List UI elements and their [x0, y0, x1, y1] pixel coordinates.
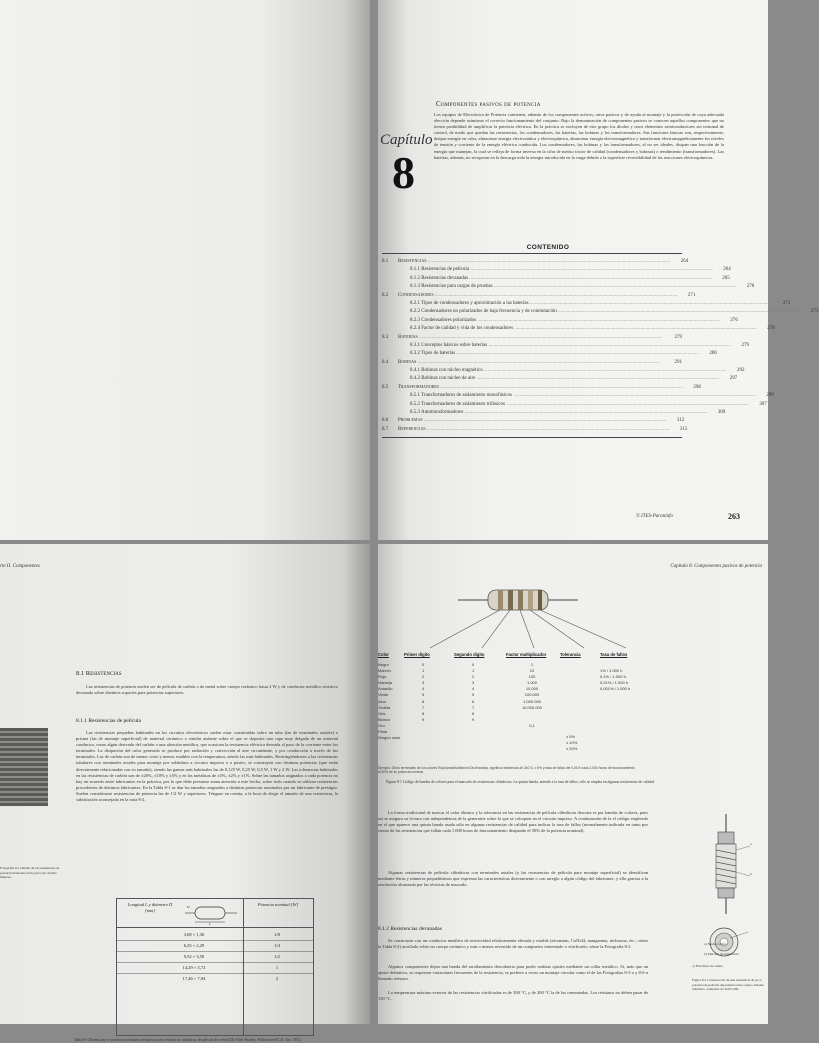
cc-first-digit: 8 — [422, 710, 425, 716]
fig2-label-a: a — [750, 842, 752, 846]
cc-second-digit: 7 — [472, 704, 475, 710]
toc-entry-title: 8.5.3 Autotransformadores ..... — [398, 409, 707, 417]
toc-row — [382, 359, 682, 367]
toc-entry-title: Referencias ..... — [398, 426, 669, 434]
toc-entry-title: 8.2.1 Tipos de condensadores y aproximación a las baterías ..... — [398, 300, 772, 308]
toc-row — [382, 401, 767, 409]
cc-header-color: Color — [378, 652, 389, 657]
toc-row — [382, 426, 688, 434]
toc-section-number: 8.4 — [382, 359, 389, 365]
cc-failure-rate: 0,001% / 1.000 h — [600, 686, 631, 692]
cc-failure-rate: 1% / 1.000 h — [600, 668, 623, 673]
cc-tolerance: ± 5% — [566, 734, 576, 739]
running-head: Capítulo 8. Componentes pasivos de potencia — [670, 564, 762, 569]
subsection-heading: 8.1.1 Resistencias de película — [76, 718, 141, 724]
resistor-construction-figure — [696, 814, 756, 972]
resistor-color-band-figure — [398, 580, 648, 652]
resistor-dimension-drawing — [183, 901, 239, 925]
photo-caption: Fotografía 8-1 Detalle de las resistencias de potencia montadas sobre placa de circuito impreso. — [0, 866, 60, 880]
table-row — [117, 973, 313, 984]
cc-second-digit: 4 — [472, 686, 475, 692]
fig2-label-b: b — [750, 872, 752, 876]
toc-row — [382, 384, 701, 392]
cc-color-name: Gris — [378, 710, 386, 716]
toc-row — [382, 375, 738, 383]
gutter-shadow — [344, 0, 370, 540]
cc-first-digit: 1 — [422, 668, 425, 674]
toc-row — [382, 308, 819, 316]
toc-page-number: 297 — [729, 376, 738, 382]
toc-section-number: 8.5 — [382, 384, 389, 390]
toc-section-number: 8.2 — [382, 292, 389, 298]
cc-tolerance-column — [566, 734, 577, 752]
publisher: © ITES-Paraninfo — [636, 514, 673, 519]
toc-page-number: 299 — [766, 393, 774, 399]
cc-header-second: Segundo dígito — [454, 652, 485, 657]
cc-multiplier: 10.000.000 — [521, 704, 543, 710]
page-number: 263 — [728, 512, 740, 521]
cc-tolerance: ± 20% — [566, 746, 578, 752]
toc-entry-title: 8.1.1 Resistencias de película ..... — [398, 266, 713, 274]
cc-tolerance: ± 10% — [566, 740, 578, 746]
table-of-contents — [382, 258, 819, 434]
cc-color-name: Naranja — [378, 680, 393, 686]
toc-section-number: 8.1 — [382, 259, 389, 264]
toc-row — [382, 300, 791, 308]
resistor-size-table — [116, 898, 314, 1036]
toc-entry-title: 8.3.1 Conceptos básicos sobre baterías ..... — [398, 342, 731, 350]
cc-second-digit: 9 — [472, 716, 475, 722]
cc-first-digit: 2 — [422, 674, 425, 680]
cc-multiplier: 1.000.000 — [523, 698, 541, 704]
toc-section-number: 8.3 — [382, 334, 389, 340]
fig2-label-coat: c) Envoltura de resina — [692, 964, 723, 968]
cc-first-digit: 7 — [422, 704, 425, 710]
toc-row — [382, 258, 689, 266]
cc-header-failure: Tasa de fallos — [600, 652, 628, 657]
toc-page-number: 278 — [767, 326, 775, 332]
toc-entry-title: 8.4.2 Bobinas con núcleo de aire ..... — [398, 375, 719, 383]
cc-first-digit: 5 — [422, 692, 425, 698]
cc-colors-column — [378, 662, 400, 741]
toc-page-number: 292 — [737, 368, 745, 374]
table-cell-power: 1 — [275, 965, 279, 970]
toc-row — [382, 325, 775, 333]
toc-entry-title: 8.5.2 Transformadores de aislamiento trifásicos ..... — [398, 401, 749, 409]
toc-row — [382, 292, 696, 300]
cc-failure-column — [600, 668, 630, 692]
toc-entry-title: Problemas ..... — [398, 417, 666, 425]
toc-page-number: 276 — [730, 317, 738, 323]
section-heading: 8.1 Resistencias — [76, 670, 122, 677]
contents-rule-bottom — [382, 437, 682, 438]
toc-entry-title: 8.2.2 Condensadores no polarizados de baja frecuencia y de conmutación ..... — [398, 308, 801, 316]
toc-page-number: 279 — [741, 342, 749, 348]
cc-color-name: Violeta — [378, 704, 391, 710]
cc-multiplier: 0,1 — [529, 722, 535, 728]
cc-first-digit: 0 — [422, 662, 425, 667]
cc-color-name: Oro — [378, 722, 385, 728]
cc-multiplier: 100.000 — [524, 692, 540, 698]
toc-page-number: 279 — [674, 334, 682, 340]
cc-color-name: Blanco — [378, 716, 391, 722]
dim-diameter-label: D — [187, 905, 190, 909]
cc-color-name: Rojo — [378, 674, 387, 680]
toc-row — [382, 409, 726, 417]
toc-page-number: 264 — [723, 267, 731, 273]
table-row — [117, 951, 313, 962]
cc-first-digit: 3 — [422, 680, 425, 686]
table-cell-size: 3,68 × 1,30 — [183, 932, 205, 937]
toc-page-number: 291 — [674, 359, 682, 365]
chapter-word: Capítulo — [380, 132, 433, 148]
table-cell-power: 2 — [275, 976, 279, 981]
toc-row — [382, 367, 745, 375]
toc-entry-title: 8.4.1 Bobinas con núcleo magnético ..... — [398, 367, 727, 375]
toc-entry-title: Condensadores ..... — [398, 292, 677, 300]
paragraph: La forma tradicional de marcar el valor óhmico y la tolerancia en las resistencias de película cilíndricas descrita es por bandas de colores, pues así se asegura su lectura con independencia de la generatriz sobre la que se coloquen en el circuito impreso. A continuación de la el código empleado en el que aparece una quinta banda usada sólo en algunas resistencias de calidad para indicar la tasa de fallos (normalmente indicada en tanto por ciento de las resistencias que fallan cada 1.000 horas de funcionamiento disipando el 50% de la potencia nominal). — [378, 810, 648, 834]
toc-row — [382, 350, 717, 358]
cc-color-name: Ningún color — [378, 735, 401, 741]
cc-first-digit: 9 — [422, 716, 425, 722]
toc-entry-title: Bobinas ..... — [398, 359, 664, 367]
chapter-intro: Los equipos de Electrónica de Potencia contienen, además de los componentes activos, otros pasivos y de ayuda al montaje y la protección de cuya adecuada elección depende asimismo el correcto funcionamiento del conjunto. Bajo la denominación de componentes pasivos se conocen aquellos componentes que no tienen posibilidad de amplificar la potencia eléctrica. En la práctica se excluyen de este grupo los diodos y otros elementos semiconductores sin terminal de control, de modo que quedan las resistencias, los condensadores, las baterías, las bobinas y los transformadores. Sus funciones básicas son, respectivamente, disipar energía en calor, almacenar energía electrostática y electroquímica, almacenar energía electromagnética y transformar electromagnéticamente los niveles de tensión y corriente de la energía eléctrica conducida. Los condensadores, las bobinas y los transformadores, al no ser ideales, disipan una fracción de la energía que manejan, la cual se refleja de forma inversa en la cifra de mérito factor de calidad (condensadores y bobinas) o rendimiento (transformadores). Las baterías, además, no recuperan en la descarga toda la energía introducida en la carga debido a la superficie reversibilidad de las reacciones electroquímicas. — [434, 112, 724, 160]
toc-row — [382, 275, 730, 283]
toc-page-number: 307 — [759, 401, 767, 407]
toc-row — [382, 417, 685, 425]
toc-entry-title: 8.2.3 Condensadores polarizados ..... — [398, 317, 720, 325]
cc-multiplier: 1 — [530, 662, 534, 667]
toc-page-number: 298 — [693, 384, 701, 390]
cc-multiplier: 1.000 — [526, 680, 537, 686]
color-code-note: Ejemplo: Otros terminales de los colores Rojo/Amarillo/Marrón/Oro/Naranja, significa resistencia de 240 Ω, ± 5% y tasa de fallos del 0,01% cada 1.000 horas de funcionamiento al 50% de su potencia nominal. — [378, 766, 635, 775]
toc-section-number: 8.6 — [382, 418, 389, 424]
cc-color-name: Azul — [378, 698, 386, 704]
toc-page-number: 271 — [687, 292, 696, 298]
cc-second-digit: 3 — [472, 680, 475, 686]
table-cell-power: 1/8 — [274, 932, 280, 937]
table-cell-power: 1/2 — [274, 954, 280, 959]
toc-entry-title: 8.3.2 Tipos de baterías ..... — [398, 350, 699, 358]
toc-page-number: 312 — [676, 418, 685, 424]
toc-page-number: 271 — [782, 300, 791, 306]
page-bottom-left — [0, 544, 370, 1042]
paragraph: Las resistencias de potencia suelen ser de película de carbón o de metal sobre cuerpo cerámico hasta 2 W y de conductor metálico resistivo devanado sobre distintos soportes para potencias superiores. — [76, 684, 338, 696]
section-title: Componentes pasivos de potencia — [436, 100, 541, 108]
cc-multiplier: 100 — [528, 674, 536, 680]
table-caption: Tabla 8-1 Dimensiones y potencias nominales propuestas para resistencias cilíndricas de película de cermet (De Allen-Bradley, Publicación EC33, Jun. 1973). — [74, 1038, 302, 1042]
table-row — [117, 962, 313, 973]
cc-header-multiplier: Factor multiplicador — [506, 652, 547, 657]
toc-row — [382, 342, 749, 350]
toc-section-number: 8.7 — [382, 426, 389, 432]
table-row — [117, 929, 313, 940]
gutter-shadow — [344, 544, 370, 1024]
toc-entry-title: Resistencias ..... — [398, 258, 670, 266]
table-cell-size: 6,35 × 2,29 — [183, 943, 205, 948]
paragraph: Algunos componentes dejan una banda del arrollamiento descubierta para poder realizar ajustes mediante un collar metálico. Si, más que un ajuste definitivo, se requieren variaciones frecuentes de la resistencia, se prefiere a veces un montaje circular como el de las Fotografías 8-3-a y 8-6-a llamado reóstato. — [378, 964, 648, 982]
paragraph: Se construyen con un conductor metálico de resistividad relativamente elevada y estable (alconstan, CuNi44, manganina, nichrome, etc.; véase la Tabla 8-2) arrollado sobre un cuerpo cerámico y más o menos revestido de un compuesto cementado o vitrificado; véase la Fotografía 8-2. — [378, 938, 648, 950]
toc-entry-title: 8.1.2 Resistencias devanadas ..... — [398, 275, 712, 283]
cc-multiplier-column — [512, 662, 552, 729]
fig2-label-core: a) Núcleo vítreo — [704, 942, 727, 946]
paragraph: Algunas resistencias de película cilíndricas con terminales axiales (y las resistencias de película para montaje superficial) se identifican mediante letras y números pequeñísimos que expresan las características directamente o con arreglo a algún código del fabricante, y ello gracias a la resolución alcanzada por las técnicas de marcado. — [378, 870, 648, 888]
cc-color-name: Amarillo — [378, 686, 393, 692]
toc-entry-title: 8.1.3 Resistencias para cargas de pruebas ..... — [398, 283, 736, 291]
fig2-label-film: b) Película de resistencia — [704, 952, 739, 956]
contents-title: CONTENIDO — [526, 244, 570, 251]
subsection-heading: 8.1.2 Resistencias devanadas — [378, 926, 442, 932]
contents-rule-top — [382, 253, 682, 254]
pcb-photo — [0, 728, 48, 806]
cc-multiplier: 10.000 — [525, 686, 539, 692]
toc-row — [382, 334, 682, 342]
page-top-right — [378, 0, 819, 540]
cc-color-name: Verde — [378, 692, 389, 698]
toc-page-number: 286 — [709, 351, 717, 357]
paragraph: La temperatura máximo exterior de las resistencias vitrificadas es de 300 °C, y de 200 °C la de las cementadas. Los reóstatos no deben pasar de 150 °C. — [378, 990, 648, 1002]
cc-header-tolerance: Tolerancia — [560, 652, 581, 657]
cc-second-digit: 2 — [472, 674, 475, 680]
toc-page-number: 265 — [722, 275, 730, 281]
toc-entry-title: Baterías ..... — [398, 334, 664, 342]
toc-row — [382, 283, 755, 291]
dim-length-label: L — [208, 922, 212, 926]
fig2-caption: Figura 8-2 Construcción de una resistencia de poca potencia de película depositada sobre cuerpo aislante cilíndrico. Adaptado de SOVCOR. — [692, 978, 764, 992]
table-cell-size: 9,52 × 3,50 — [183, 954, 205, 959]
toc-page-number: 270 — [746, 284, 755, 290]
running-head: rte II. Componentes — [0, 564, 40, 569]
figure-caption: Figura 8-1 Código de bandas de colores para el marcado de resistencias cilíndricas. La quinta banda, atiende a la tasa de fallos, sólo se emplea en algunas resistencias de calidad. — [386, 780, 655, 784]
cc-second-digit-column — [472, 662, 474, 723]
toc-entry-title: Transformadores ..... — [398, 384, 683, 392]
cc-second-digit: 1 — [472, 668, 475, 674]
cc-second-digit: 6 — [472, 698, 475, 704]
page-bottom-right — [378, 544, 768, 1024]
toc-row — [382, 266, 731, 274]
table-cell-size: 17,46 × 7,94 — [182, 976, 206, 981]
cc-color-name: Marrón — [378, 668, 391, 674]
chapter-number: 8 — [392, 147, 415, 198]
toc-page-number: 273 — [811, 309, 819, 315]
toc-page-number: 309 — [717, 410, 726, 416]
cc-second-digit: 5 — [472, 692, 475, 698]
table-header-size: Longitud L y diámetro D [mm] — [127, 902, 173, 913]
table-cell-power: 1/4 — [274, 943, 280, 948]
cc-second-digit: 0 — [472, 662, 475, 667]
toc-page-number: 264 — [680, 259, 689, 264]
table-row — [117, 940, 313, 951]
cc-color-name: Plata — [378, 729, 388, 735]
toc-page-number: 315 — [679, 426, 688, 432]
cc-failure-rate: 0,1% / 1.000 h — [600, 674, 626, 680]
toc-entry-title: 8.5.1 Transformadores de aislamiento monofásicos ..... — [398, 392, 756, 400]
cc-multiplier: 10 — [529, 668, 535, 674]
toc-entry-title: 8.2.4 Factor de calidad y vida de los condensadores ..... — [398, 325, 757, 333]
page-top-left — [0, 0, 370, 540]
cc-first-digit: 6 — [422, 698, 425, 704]
cc-failure-rate: 0,01% / 1.000 h — [600, 680, 629, 686]
table-header-power: Potencia nominal [W] — [257, 902, 299, 907]
table-cell-size: 14,29 × 5,72 — [182, 965, 206, 970]
toc-row — [382, 317, 738, 325]
toc-row — [382, 392, 774, 400]
cc-color-name: Negro — [378, 662, 389, 667]
cc-header-first: Primer dígito — [404, 652, 430, 657]
cc-second-digit: 8 — [472, 710, 475, 716]
cc-first-digit-column — [422, 662, 424, 723]
cc-first-digit: 4 — [422, 686, 425, 692]
paragraph: Las resistencias pequeñas habituales en los circuitos electrónicos suelen estar constituidas sobre un tubo (las de terminales axiales) o prisma (las de montaje superficial) de material cerámico o similar aislante sobre el que se deposita una capa muy delgada de un material conductor, como algún derivado del carbón o una aleación metálica, que ocasiona la resistencia eléctrica deseada al paso de la corriente entre los terminales. La disipación del calor generado se produce por radiación y convección al aire circundante, y por conducción a través de los terminales. Las de carbón son de menor coste y menos estables con la temperatura, siendo las más habituales. Restringiéndonos a las resistencias tubulares con terminales axiales para montaje por soldadura a circuito impreso o a postes, se construyen con distintas potencias (que están directamente relacionadas con su tamaño), siendo las gamas más habituales las de 0,125 W, 0,25 W, 0,5 W, 1 W y 2 W. Las tolerancias habituales en las resistencias de carbón son de ±20%, ±10% y ±5% y en las metálicas de ±5%, ±2% y ±1%. Sobre las tamaños asignados a cada potencia no hay un acuerdo entre fabricantes en la práctica, por lo que debe prestarse suma atención a este hecho, sobre todo cuando se utilizan resistencias procedentes de distintos fabricantes. En la Tabla 8-1 se dan los tamaños asignados a distintas potencias nominales por un fabricante de prestigio. Suelen considerarse resistencias de potencia las de 1/2 W y superiores. Téngase en cuenta, a la hora de elegir el tamaño de una resistencia, la substitución aconsejada en la nota 8-2. — [76, 730, 338, 803]
